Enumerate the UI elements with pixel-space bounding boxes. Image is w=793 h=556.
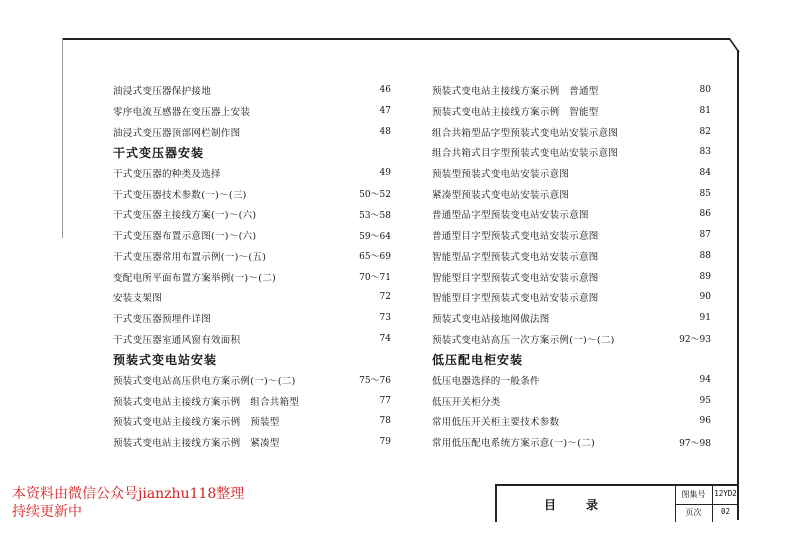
toc-entry xyxy=(113,266,391,287)
toc-entry-page: 73 xyxy=(379,312,391,323)
toc-entry-page: 94 xyxy=(699,374,711,385)
toc-entry-page: 91 xyxy=(699,312,711,323)
toc-entry-page: 97～98 xyxy=(679,438,711,449)
toc-entry-title: 常用低压开关柜主要技术参数 xyxy=(432,417,560,429)
toc-entry-title: 预装式变电站安装 xyxy=(113,352,218,367)
toc-column-right xyxy=(432,80,711,452)
page-frame-top xyxy=(62,38,730,40)
toc-entry-page: 84 xyxy=(699,168,711,179)
toc-entry xyxy=(432,225,711,246)
toc-entry xyxy=(432,308,711,329)
toc-entry xyxy=(113,432,391,453)
toc-entry-page: 47 xyxy=(379,106,391,117)
toc-entry-page: 90 xyxy=(699,292,711,303)
toc-section-heading xyxy=(113,349,391,370)
toc-entry-page: 65～69 xyxy=(359,252,391,263)
toc-entry-page: 77 xyxy=(379,395,391,406)
toc-entry xyxy=(432,370,711,391)
toc-entry-title: 普通型品字型预装变电站安装示意图 xyxy=(432,210,589,222)
toc-entry-title: 安装支架图 xyxy=(113,293,163,305)
toc-entry xyxy=(432,121,711,142)
toc-entry xyxy=(432,101,711,122)
toc-entry-title: 预装式变电站高压供电方案示例(一)～(二) xyxy=(113,375,296,387)
toc-entry-page: 59～64 xyxy=(359,231,391,242)
toc-entry xyxy=(432,163,711,184)
toc-entry xyxy=(113,183,391,204)
toc-entry-title: 干式变压器常用布置示例(一)～(五) xyxy=(113,251,267,263)
toc-entry-title: 油浸式变压器保护接地 xyxy=(113,86,212,98)
toc-entry xyxy=(432,183,711,204)
toc-entry-title: 智能型目字型预装式变电站安装示意图 xyxy=(432,272,599,284)
toc-entry-page: 72 xyxy=(379,292,391,303)
toc-section-heading xyxy=(432,349,711,370)
toc-entry-title: 预装式变电站接地网做法图 xyxy=(432,313,550,325)
toc-entry-page: 79 xyxy=(379,437,391,448)
toc-entry-title: 预装式变电站主接线方案示例 智能型 xyxy=(432,107,599,119)
atlas-number-value: 12YD2 xyxy=(714,489,737,498)
atlas-number-label: 图集号 xyxy=(681,490,706,499)
toc-entry xyxy=(113,121,391,142)
toc-entry xyxy=(113,370,391,391)
toc-entry-title: 干式变压器布置示意图(一)～(六) xyxy=(113,231,257,243)
watermark-text xyxy=(12,485,244,521)
toc-entry xyxy=(113,80,391,101)
toc-entry-page: 86 xyxy=(699,209,711,220)
toc-entry-page: 81 xyxy=(699,106,711,117)
toc-entry-page: 49 xyxy=(379,168,391,179)
toc-entry-page: 83 xyxy=(699,147,711,158)
page-frame-right xyxy=(737,50,739,520)
page-frame-left xyxy=(62,38,63,238)
toc-entry xyxy=(113,328,391,349)
toc-entry xyxy=(113,163,391,184)
toc-entry-page: 78 xyxy=(379,416,391,427)
toc-entry-page: 87 xyxy=(699,230,711,241)
toc-entry-title: 干式变压器的种类及选择 xyxy=(113,169,221,181)
toc-entry-title: 普通型目字型预装式变电站安装示意图 xyxy=(432,231,599,243)
toc-entry-page: 95 xyxy=(699,395,711,406)
title-block-divider xyxy=(675,504,739,505)
toc-entry xyxy=(432,328,711,349)
toc-entry xyxy=(432,246,711,267)
toc-entry-title: 干式变压器安装 xyxy=(113,145,205,160)
toc-entry-title: 零序电流互感器在变压器上安装 xyxy=(113,107,251,119)
toc-entry-page: 70～71 xyxy=(359,273,391,284)
toc-entry-title: 组合共箱型品字型预装式变电站安装示意图 xyxy=(432,127,619,139)
toc-entry-page: 89 xyxy=(699,271,711,282)
toc-entry-title: 组合共箱式目字型预装式变电站安装示意图 xyxy=(432,148,619,160)
toc-entry-page: 82 xyxy=(699,126,711,137)
toc-entry-page: 88 xyxy=(699,250,711,261)
toc-entry-page: 74 xyxy=(379,333,391,344)
toc-entry xyxy=(113,225,391,246)
toc-entry xyxy=(432,80,711,101)
watermark-line: 持续更新中 xyxy=(12,504,82,520)
toc-entry-title: 智能型品字型预装式变电站安装示意图 xyxy=(432,251,599,263)
watermark-line: 本资料由微信公众号jianzhu118整理 xyxy=(12,486,245,502)
toc-entry-page: 92～93 xyxy=(679,335,711,346)
toc-entry-page: 46 xyxy=(379,85,391,96)
toc-entry-title: 干式变压器技术参数(一)～(三) xyxy=(113,189,247,201)
toc-entry xyxy=(432,411,711,432)
toc-entry xyxy=(113,101,391,122)
toc-entry-title: 干式变压器主接线方案(一)～(六) xyxy=(113,210,257,222)
toc-entry-page: 48 xyxy=(379,126,391,137)
toc-entry xyxy=(432,266,711,287)
toc-entry xyxy=(432,142,711,163)
toc-entry-title: 预装式变电站主接线方案示例 组合共箱型 xyxy=(113,396,300,408)
toc-entry-title: 预装式变电站主接线方案示例 预装型 xyxy=(113,417,280,429)
toc-entry xyxy=(113,411,391,432)
toc-entry xyxy=(432,287,711,308)
toc-entry-title: 低压配电柜安装 xyxy=(432,352,524,367)
toc-entry-title: 干式变压器室通风窗有效面积 xyxy=(113,334,241,346)
toc-entry-title: 预装型预装式变电站安装示意图 xyxy=(432,169,570,181)
toc-entry-page: 75～76 xyxy=(359,376,391,387)
toc-entry-title: 智能型目字型预装式变电站安装示意图 xyxy=(432,293,599,305)
toc-entry-title: 预装式变电站高压一次方案示例(一)～(二) xyxy=(432,334,615,346)
toc-section-heading xyxy=(113,142,391,163)
title-block-title: 目录 xyxy=(543,497,628,512)
toc-entry xyxy=(432,432,711,453)
page-number-label: 页次 xyxy=(685,508,702,517)
toc-entry-title: 常用低压配电系统方案示意(一)～(二) xyxy=(432,438,596,450)
page-number-value: 02 xyxy=(720,507,731,516)
toc-entry-title: 紧凑型预装式变电站安装示意图 xyxy=(432,189,570,201)
toc-entry xyxy=(432,204,711,225)
toc-entry-title: 预装式变电站主接线方案示例 紧凑型 xyxy=(113,438,280,450)
toc-entry xyxy=(113,204,391,225)
toc-entry-title: 干式变压器预埋件详图 xyxy=(113,313,212,325)
toc-column-left xyxy=(113,80,391,452)
toc-entry xyxy=(432,390,711,411)
title-block xyxy=(495,484,739,522)
toc-entry-page: 80 xyxy=(699,85,711,96)
toc-entry-title: 预装式变电站主接线方案示例 普通型 xyxy=(432,86,599,98)
toc-entry-title: 变配电所平面布置方案举例(一)～(二) xyxy=(113,272,277,284)
toc-entry-page: 53～58 xyxy=(359,210,391,221)
toc-entry xyxy=(113,287,391,308)
toc-entry-title: 油浸式变压器顶部网栏制作图 xyxy=(113,127,241,139)
toc-entry-page: 96 xyxy=(699,416,711,427)
toc-entry-page: 85 xyxy=(699,188,711,199)
toc-entry-title: 低压电器选择的一般条件 xyxy=(432,375,540,387)
toc-entry-page: 50～52 xyxy=(359,190,391,201)
toc-entry xyxy=(113,246,391,267)
toc-entry-title: 低压开关柜分类 xyxy=(432,396,501,408)
toc-entry xyxy=(113,390,391,411)
toc-entry xyxy=(113,308,391,329)
